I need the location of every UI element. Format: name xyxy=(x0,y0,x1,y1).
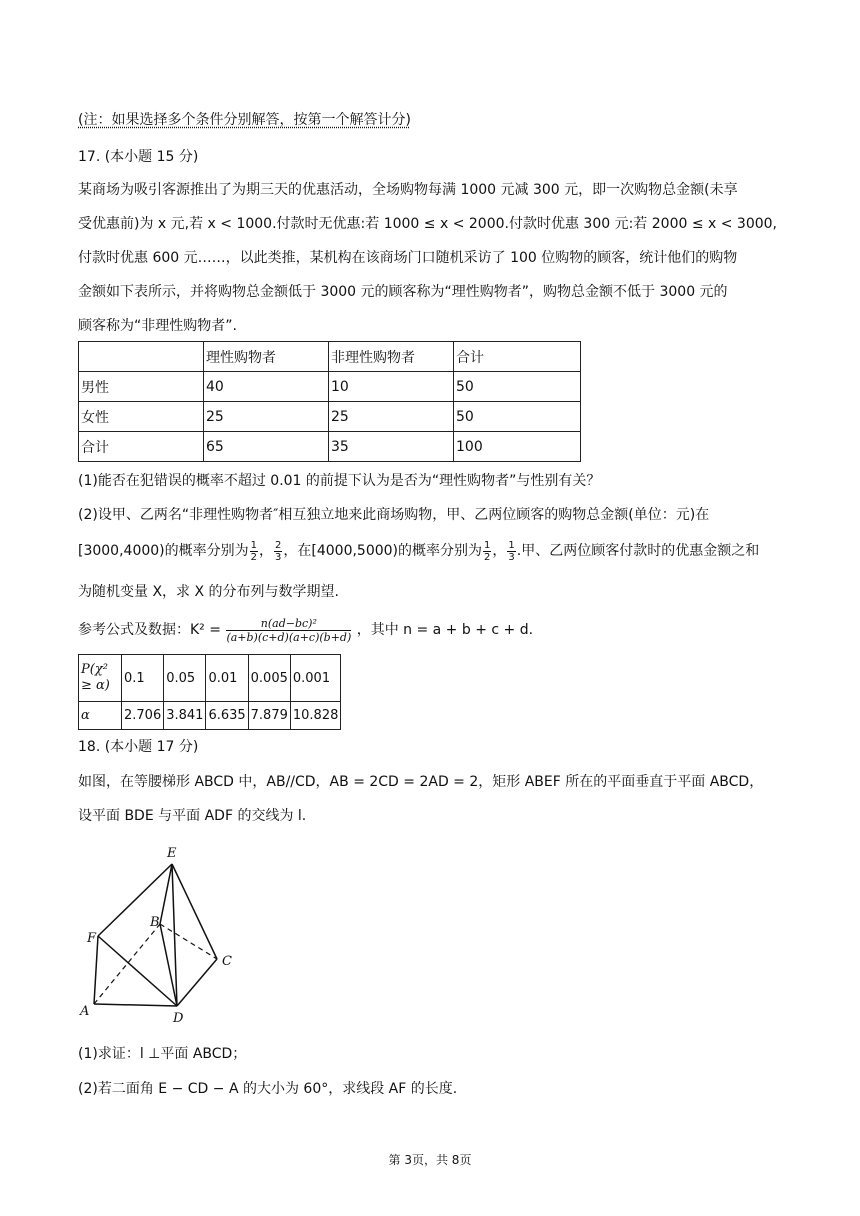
q18-header: 18. (本小题 17 分) xyxy=(78,739,199,755)
fraction-numerator: 2 xyxy=(275,539,282,551)
prob-text-3: .甲、乙两位顾客付款时的优惠金额之和 xyxy=(516,543,760,559)
table-cell: 0.01 xyxy=(206,655,248,702)
pyramid-figure xyxy=(74,840,244,1030)
vertex-label-d: D xyxy=(173,1011,184,1026)
fraction-denominator: (a+b)(c+d)(a+c)(b+d) xyxy=(226,630,352,644)
vertex-label-c: C xyxy=(222,954,232,969)
q17-sub2-line-1: (2)设甲、乙两名“非理性购物者″相互独立地来此商场购物，甲、乙两位顾客的购物总金额(单位：元)在 xyxy=(78,507,710,523)
table-row xyxy=(79,432,581,462)
table-cell: 7.879 xyxy=(248,702,290,730)
q18-sub2: (2)若二面角 E − CD − A 的大小为 60°，求线段 AF 的长度. xyxy=(78,1081,458,1097)
note-text: (注：如果选择多个条件分别解答，按第一个解答计分) xyxy=(78,112,411,128)
table-cell: 3.841 xyxy=(164,702,206,730)
table-row xyxy=(79,372,581,402)
k-squared-fraction xyxy=(226,617,351,644)
table-header-cell xyxy=(79,342,204,372)
edge-ad xyxy=(94,1004,177,1006)
prob-text-1: [3000,4000)的概率分别为 xyxy=(78,543,249,559)
edge-ab-hidden xyxy=(94,924,160,1004)
table-head-cell: P(χ² ≥ α) xyxy=(79,655,122,702)
table-header-cell: 非理性购物者 xyxy=(329,342,454,372)
q17-paragraph-line-2: 受优惠前)为 x 元,若 x < 1000.付款时无优惠:若 1000 ≤ x < 2000.付款时优惠 300 元:若 2000 ≤ x < 3000, xyxy=(78,216,778,232)
edge-fa xyxy=(94,936,98,1004)
table-cell: 2.706 xyxy=(122,702,164,730)
formula-suffix: ，其中 n = a + b + c + d. xyxy=(356,622,534,638)
table-cell: 10 xyxy=(329,372,454,402)
table-cell: 0.1 xyxy=(122,655,164,702)
q17-header: 17. (本小题 15 分) xyxy=(78,149,199,165)
q17-sub1: (1)能否在犯错误的概率不超过 0.01 的前提下认为是否为“理性购物者”与性别有关？ xyxy=(78,473,601,489)
fraction-numerator: n(ad−bc)² xyxy=(226,617,351,631)
q17-sub2-line-2: [3000,4000)的概率分别为 $\frac{1}{2}$ ， $\frac{2}{3}$ ，在[4000,5000)的概率分别为 $\frac{1}{2}$ ， $\frac{1}{3}$ .甲、乙两位顾客付款时的优惠金额之和 xyxy=(78,539,760,563)
fraction-denominator: 2 xyxy=(250,551,258,563)
formula-prefix: 参考公式及数据：K² = xyxy=(78,622,221,638)
table-cell: 100 xyxy=(454,432,581,462)
reference-formula xyxy=(78,616,533,644)
vertex-label-f: F xyxy=(87,931,97,946)
table-row xyxy=(79,402,581,432)
fraction-numerator: 1 xyxy=(508,539,515,551)
fraction-numerator: 1 xyxy=(250,539,258,551)
table-cell: 25 xyxy=(204,402,329,432)
chi-square-table xyxy=(78,654,341,730)
q17-paragraph-line-5: 顾客称为“非理性购物者”. xyxy=(78,318,237,334)
table-cell: 50 xyxy=(454,402,581,432)
table-cell: 50 xyxy=(454,372,581,402)
page-footer: 第 3页，共 8页 xyxy=(388,1153,472,1167)
edge-dc xyxy=(177,959,217,1006)
table-row xyxy=(79,655,341,702)
table-cell: 6.635 xyxy=(206,702,248,730)
fraction-one-half xyxy=(250,540,258,563)
table-cell: 25 xyxy=(329,402,454,432)
fraction-denominator: 3 xyxy=(275,551,282,563)
table-header-cell: 理性购物者 xyxy=(204,342,329,372)
vertex-label-e: E xyxy=(167,846,177,861)
table-cell: 0.005 xyxy=(248,655,290,702)
prob-text-2: ，在[4000,5000)的概率分别为 xyxy=(283,543,483,559)
table-cell: 0.001 xyxy=(290,655,341,702)
table-cell: 35 xyxy=(329,432,454,462)
table-header-cell: 合计 xyxy=(454,342,581,372)
q18-paragraph-line-1: 如图，在等腰梯形 ABCD 中，AB//CD，AB = 2CD = 2AD = 2，矩形 ABEF 所在的平面垂直于平面 ABCD， xyxy=(78,774,764,790)
table-cell: 男性 xyxy=(79,372,204,402)
q17-paragraph-line-4: 金额如下表所示，并将购物总金额低于 3000 元的顾客称为“理性购物者”，购物总金额不低于 3000 元的 xyxy=(78,284,728,300)
shopper-table xyxy=(78,341,581,462)
vertex-label-b: B xyxy=(150,915,160,930)
fraction-one-half xyxy=(483,540,491,563)
fraction-two-thirds xyxy=(274,540,282,563)
q17-sub2-line-3: 为随机变量 X，求 X 的分布列与数学期望. xyxy=(78,584,339,600)
q17-paragraph-line-3: 付款时优惠 600 元……，以此类推，某机构在该商场门口随机采访了 100 位购物的顾客，统计他们的购物 xyxy=(78,250,738,266)
table-head-cell: α xyxy=(79,702,122,730)
table-cell: 0.05 xyxy=(164,655,206,702)
fraction-denominator: 2 xyxy=(484,551,491,563)
fraction-denominator: 3 xyxy=(508,551,515,563)
q18-paragraph-line-2: 设平面 BDE 与平面 ADF 的交线为 l. xyxy=(78,808,307,824)
vertex-label-a: A xyxy=(80,1004,90,1019)
table-cell: 65 xyxy=(204,432,329,462)
table-cell: 40 xyxy=(204,372,329,402)
table-row xyxy=(79,702,341,730)
table-cell: 女性 xyxy=(79,402,204,432)
table-header-row xyxy=(79,342,581,372)
fraction-numerator: 1 xyxy=(484,539,491,551)
q17-paragraph-line-1: 某商场为吸引客源推出了为期三天的优惠活动，全场购物每满 1000 元减 300 元，即一次购物总金额(未享 xyxy=(78,182,738,198)
table-cell: 10.828 xyxy=(290,702,341,730)
fraction-one-third xyxy=(507,540,515,563)
q18-sub1: (1)求证：l ⊥平面 ABCD； xyxy=(78,1046,247,1062)
table-cell: 合计 xyxy=(79,432,204,462)
